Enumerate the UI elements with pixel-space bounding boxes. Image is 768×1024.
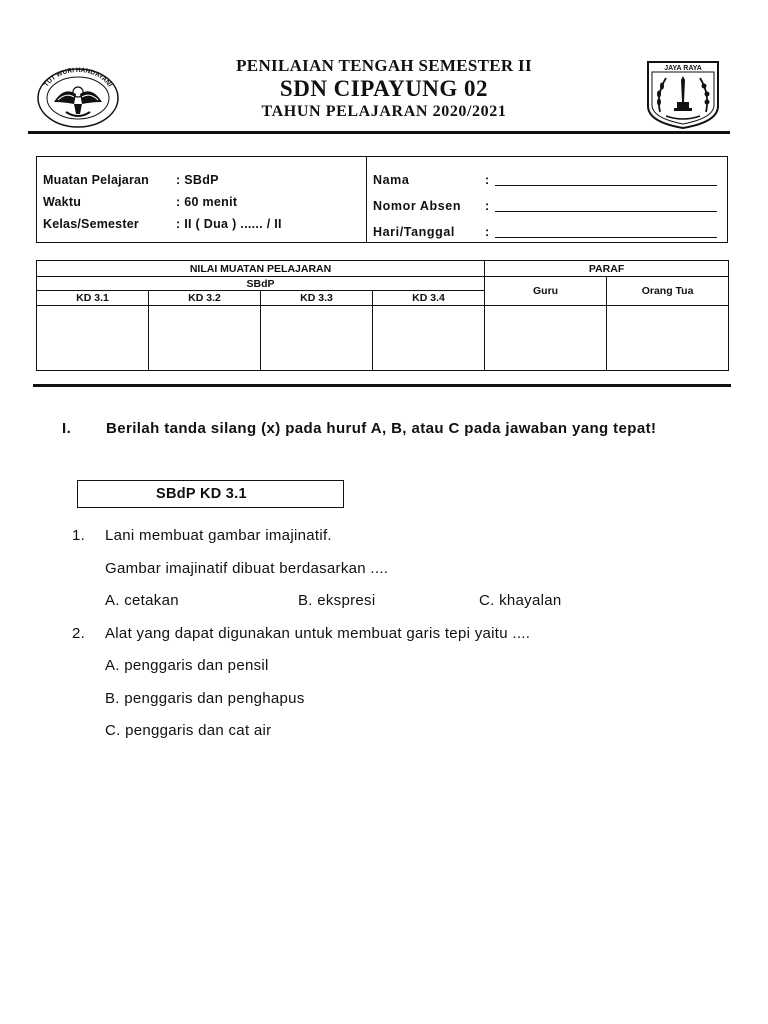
info-colon: :: [485, 199, 490, 213]
school-name: SDN CIPAYUNG 02: [279, 76, 489, 101]
score-cell-kd-3-1[interactable]: [37, 306, 149, 371]
paraf-orang-tua-header: Orang Tua: [607, 277, 729, 306]
nilai-header: NILAI MUATAN PELAJARAN: [37, 261, 485, 277]
score-cell-kd-3-2[interactable]: [149, 306, 261, 371]
absent-number-blank-field[interactable]: [495, 200, 717, 212]
date-blank-field[interactable]: [495, 226, 717, 238]
score-table: [36, 260, 729, 371]
kd-column-header: KD 3.1: [37, 291, 149, 306]
signature-cell-orang-tua[interactable]: [607, 306, 729, 371]
question-text: Alat yang dapat digunakan untuk membuat garis tepi yaitu ....: [105, 625, 531, 642]
answer-option-b[interactable]: B. penggaris dan penghapus: [105, 690, 305, 707]
info-value: : II ( Dua ) ...... / II: [176, 217, 282, 231]
student-identity: [367, 157, 727, 242]
header-title-block: [130, 56, 638, 123]
answer-options: [105, 592, 562, 609]
section-instruction-text: Berilah tanda silang (x) pada huruf A, B, atau C pada jawaban yang tepat!: [106, 420, 657, 437]
subject-info: [37, 157, 367, 242]
school-year: TAHUN PELAJARAN 2020/2021: [261, 103, 507, 120]
info-label: Muatan Pelajaran: [43, 173, 150, 187]
score-cell-kd-3-4[interactable]: [373, 306, 485, 371]
section-number: I.: [62, 420, 72, 437]
info-row-class: [43, 213, 366, 235]
score-cell-kd-3-3[interactable]: [261, 306, 373, 371]
question-text: Lani membuat gambar imajinatif.: [105, 527, 332, 544]
answer-option-b[interactable]: B. ekspresi: [298, 592, 376, 609]
kd-label-box: SBdP KD 3.1: [77, 480, 344, 508]
info-value: : SBdP: [176, 173, 219, 187]
answer-option-a[interactable]: A. cetakan: [105, 592, 179, 609]
table-divider: [33, 384, 731, 387]
info-label: Nama: [373, 173, 410, 187]
signature-cell-guru[interactable]: [485, 306, 607, 371]
paraf-guru-header: Guru: [485, 277, 607, 306]
jaya-raya-logo: [644, 58, 722, 130]
kd-column-header: KD 3.3: [261, 291, 373, 306]
svg-text:TUT WURI HANDAYANI: TUT WURI HANDAYANI: [42, 66, 114, 89]
svg-text:JAYA RAYA: JAYA RAYA: [664, 65, 702, 72]
info-row-date: [373, 219, 727, 245]
info-row-absent-number: [373, 193, 727, 219]
answer-option-a[interactable]: A. penggaris dan pensil: [105, 657, 269, 674]
paraf-header: PARAF: [485, 261, 729, 277]
info-label: Nomor Absen: [373, 199, 462, 213]
jaya-raya-icon: [644, 58, 722, 130]
kd-column-header: KD 3.2: [149, 291, 261, 306]
exam-title: PENILAIAN TENGAH SEMESTER II: [236, 56, 532, 75]
info-value: : 60 menit: [176, 195, 238, 209]
info-label: Hari/Tanggal: [373, 225, 455, 239]
info-row-name: [373, 167, 727, 193]
tut-wuri-handayani-icon: [36, 64, 120, 128]
info-colon: :: [485, 173, 490, 187]
info-label: Kelas/Semester: [43, 217, 139, 231]
section-instruction: [62, 416, 698, 442]
info-colon: :: [485, 225, 490, 239]
subject-header: SBdP: [37, 277, 485, 291]
question-text: Gambar imajinatif dibuat berdasarkan ....: [105, 560, 389, 577]
header-divider: [28, 131, 730, 134]
answer-option-c[interactable]: C. penggaris dan cat air: [105, 722, 272, 739]
kd-column-header: KD 3.4: [373, 291, 485, 306]
info-label: Waktu: [43, 195, 82, 209]
tut-wuri-handayani-logo: [36, 64, 120, 128]
name-blank-field[interactable]: [495, 174, 717, 186]
student-info-box: [36, 156, 728, 243]
info-row-subject: [43, 169, 366, 191]
question-number: 1.: [72, 527, 86, 544]
question-number: 2.: [72, 625, 86, 642]
info-row-time: [43, 191, 366, 213]
answer-option-c[interactable]: C. khayalan: [479, 592, 562, 609]
